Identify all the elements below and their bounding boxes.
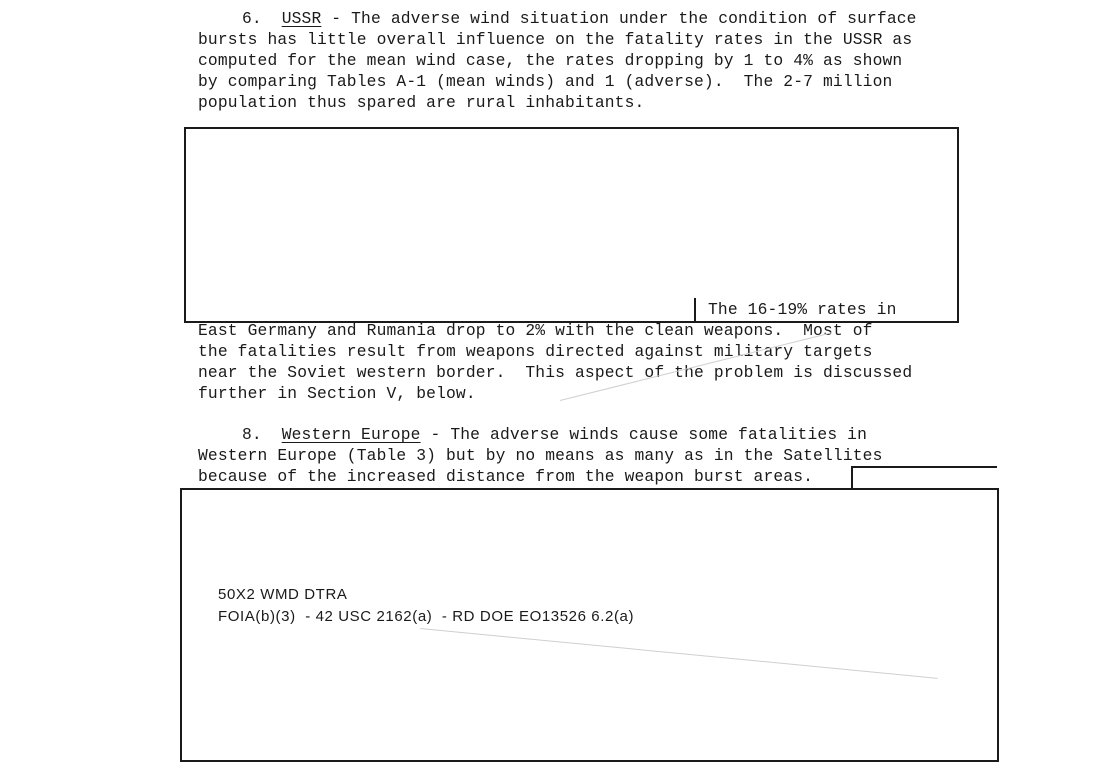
para6-line5: population thus spared are rural inhabitants. (198, 93, 645, 112)
para7-line2: East Germany and Rumania drop to 2% with the clean weapons. Most of (198, 321, 873, 340)
para6-line1 (242, 8, 917, 29)
redaction-box-1 (184, 127, 959, 323)
para6-line3: computed for the mean wind case, the rates dropping by 1 to 4% as shown (198, 51, 903, 70)
para6-number: 6. (242, 9, 262, 28)
para7-line4: near the Soviet western border. This aspect of the problem is discussed (198, 363, 913, 382)
redaction-box-2-notch-edge (851, 466, 853, 490)
para6-line1-text: The adverse wind situation under the condition of surface (351, 9, 917, 28)
redaction-box-2 (180, 488, 999, 762)
para8-line1 (242, 424, 867, 445)
redaction-code: 50X2 WMD DTRA (218, 586, 348, 603)
para8-dash: - (420, 425, 451, 444)
para8-line2: Western Europe (Table 3) but by no means as many as in the Satellites (198, 446, 883, 465)
redaction-box-1-notch-edge (694, 298, 696, 321)
para8-heading: Western Europe (281, 425, 421, 444)
para8-line1-text: The adverse winds cause some fatalities in (450, 425, 867, 444)
para6-heading: USSR (281, 9, 322, 28)
para7-line1: The 16-19% rates in (708, 300, 897, 319)
para6-line2: bursts has little overall influence on the fatality rates in the USSR as (198, 30, 913, 49)
para8-number: 8. (242, 425, 262, 444)
redaction-authority: FOIA(b)(3) - 42 USC 2162(a) - RD DOE EO13526 6.2(a) (218, 608, 635, 625)
para6-dash: - (321, 9, 352, 28)
para6-line4: by comparing Tables A-1 (mean winds) and 1 (adverse). The 2-7 million (198, 72, 893, 91)
para7-line3: the fatalities result from weapons directed against military targets (198, 342, 873, 361)
para7-line5: further in Section V, below. (198, 384, 476, 403)
redaction-box-2-top-edge (851, 466, 997, 468)
para8-line3: because of the increased distance from the weapon burst areas. (198, 467, 814, 486)
